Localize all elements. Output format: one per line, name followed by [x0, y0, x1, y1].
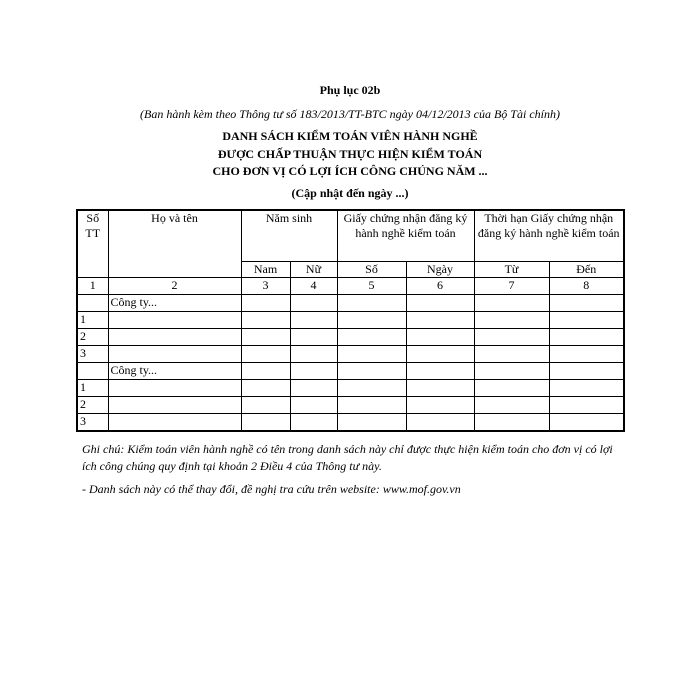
footnote-scope: Ghi chú: Kiểm toán viên hành nghề có tên trong danh sách này chỉ được thực hiện kiểm toán cho đơn vị có lợi ích công chúng quy định tại khoản 2 Điều 4 của Thông tư này. — [82, 442, 613, 473]
company-label: Công ty... — [108, 295, 241, 312]
header-stt: Số TT — [77, 210, 108, 278]
issued-by-note: (Ban hành kèm theo Thông tư số 183/2013/TT-BTC ngày 04/12/2013 của Bộ Tài chính) — [140, 107, 560, 121]
header-cert-date: Ngày — [406, 262, 474, 278]
row-number: 1 — [77, 380, 108, 397]
index-cell: 5 — [337, 278, 406, 295]
header-validity: Thời hạn Giấy chứng nhận đăng ký hành nghề kiểm toán — [474, 210, 624, 262]
header-male: Nam — [241, 262, 290, 278]
index-cell: 3 — [241, 278, 290, 295]
footnote-website: - Danh sách này có thể thay đổi, đề nghị tra cứu trên website: www.mof.gov.vn — [82, 482, 461, 496]
title-line-3: CHO ĐƠN VỊ CÓ LỢI ÍCH CÔNG CHÚNG NĂM ... — [212, 164, 488, 178]
title-line-2: ĐƯỢC CHẤP THUẬN THỰC HIỆN KIỂM TOÁN — [217, 147, 483, 161]
row-number: 2 — [77, 397, 108, 414]
table-row — [77, 312, 624, 329]
header-name: Họ và tên — [108, 210, 241, 278]
index-cell: 2 — [108, 278, 241, 295]
table-row — [77, 414, 624, 432]
header-from: Từ — [474, 262, 549, 278]
row-number: 2 — [77, 329, 108, 346]
table-row — [77, 329, 624, 346]
row-number: 3 — [77, 414, 108, 432]
table-row — [77, 380, 624, 397]
header-certificate: Giấy chứng nhận đăng ký hành nghề kiểm toán — [337, 210, 474, 262]
company-row — [77, 363, 624, 380]
index-cell: 6 — [406, 278, 474, 295]
update-note: (Cập nhật đến ngày ...) — [291, 186, 409, 200]
header-to: Đến — [549, 262, 624, 278]
header-birth-year: Năm sinh — [241, 210, 337, 262]
header-female: Nữ — [290, 262, 337, 278]
company-label: Công ty... — [108, 363, 241, 380]
row-number: 3 — [77, 346, 108, 363]
index-row — [77, 278, 624, 295]
table-row — [77, 397, 624, 414]
title-line-1: DANH SÁCH KIỂM TOÁN VIÊN HÀNH NGHỀ — [222, 129, 478, 143]
index-cell: 4 — [290, 278, 337, 295]
company-row — [77, 295, 624, 312]
auditor-table — [76, 209, 625, 432]
header-cert-number: Số — [337, 262, 406, 278]
index-cell: 7 — [474, 278, 549, 295]
index-cell: 8 — [549, 278, 624, 295]
table-row — [77, 346, 624, 363]
row-number: 1 — [77, 312, 108, 329]
index-cell: 1 — [77, 278, 108, 295]
appendix-label: Phụ lục 02b — [319, 83, 381, 97]
